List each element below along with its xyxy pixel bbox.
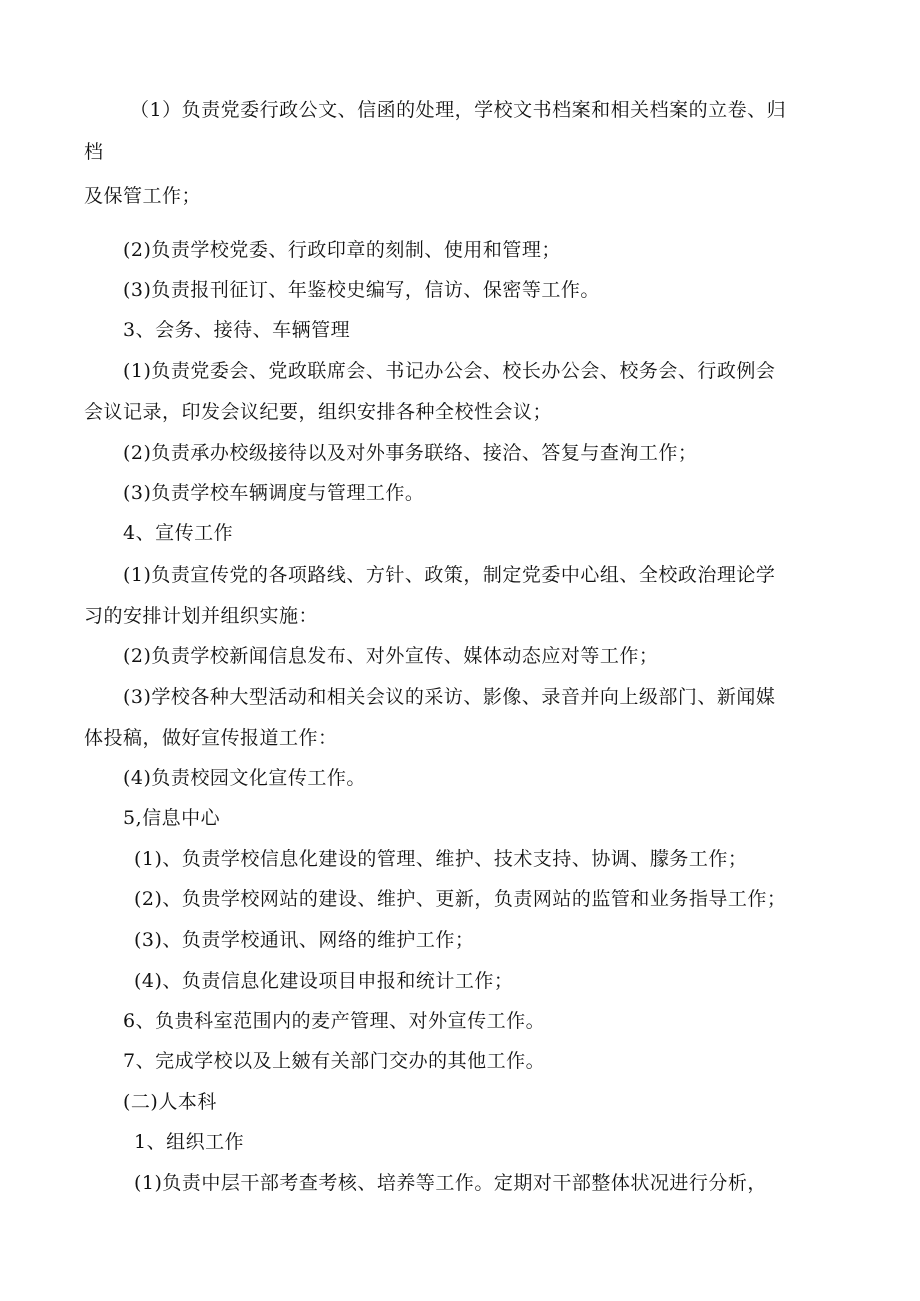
paragraph-line: (2)负责承办校级接待以及对外事务联络、接洽、答复与查洵工作； <box>123 442 698 464</box>
paragraph-line: 7、完成学校以及上皴有关部门交办的其他工作。 <box>123 1050 546 1072</box>
paragraph-line: 习的安排计划并组织实施： <box>84 605 319 627</box>
paragraph-line: (4)负责校园文化宣传工作。 <box>123 767 366 789</box>
paragraph-line: (2)负责学校党委、行政印章的刻制、使用和管理； <box>123 239 561 261</box>
paragraph-line: (2)、负贵学校网站的建设、维护、更新，负责网站的监管和业务指导工作； <box>134 888 787 910</box>
paragraph-line: (1)负责宣传党的各项路线、方针、政策，制定党委中心组、全校政治理论学 <box>123 564 776 586</box>
section-heading: 1、组织工作 <box>134 1131 245 1153</box>
paragraph-line: 体投稿，做好宣传报道工作： <box>84 727 338 749</box>
paragraph-line: (1)负责党委会、党政联席会、书记办公会、校长办公会、校务会、行政例会 <box>123 360 776 382</box>
paragraph-line: 及保管工作； <box>84 185 202 207</box>
section-heading: 5,信息中心 <box>123 807 221 829</box>
paragraph-line: (3)负责学校车辆调度与管理工作。 <box>123 482 425 504</box>
section-heading: (二)人本科 <box>123 1091 217 1113</box>
paragraph-line: (3)负责报刊征订、年鉴校史编写，信访、保密等工作。 <box>123 279 600 301</box>
paragraph-line: （1）负责党委行政公文、信函的处理，学校文书档案和相关档案的立卷、归 <box>130 99 787 121</box>
section-heading: 3、会务、接待、车辆管理 <box>123 319 351 341</box>
paragraph-line: (4)、负责信息化建设项目申报和统计工作； <box>134 970 514 992</box>
paragraph-line: 档 <box>84 141 104 163</box>
paragraph-line: (3)学校各种大型活动和相关会议的采访、影像、录音并向上级部门、新闻媒 <box>123 686 776 708</box>
section-heading: 4、宣传工作 <box>123 522 234 544</box>
paragraph-line: (2)负责学校新闻信息发布、对外宣传、媒体动态应对等工作； <box>123 645 659 667</box>
paragraph-line: 会议记录，印发会议纪要，组织安排各种全校性会议； <box>84 401 553 423</box>
paragraph-line: 6、负贵科室范围内的麦产管理、对外宣传工作。 <box>123 1010 546 1032</box>
paragraph-line: (1)、负责学校信息化建设的管理、维护、技术支持、协调、朦务工作； <box>134 848 748 870</box>
paragraph-line: (1)负责中层干部考查考核、培养等工作。定期对干部整体状况进行分析， <box>134 1172 767 1194</box>
paragraph-line: (3)、负责学校通讯、网络的维护工作； <box>134 929 475 951</box>
